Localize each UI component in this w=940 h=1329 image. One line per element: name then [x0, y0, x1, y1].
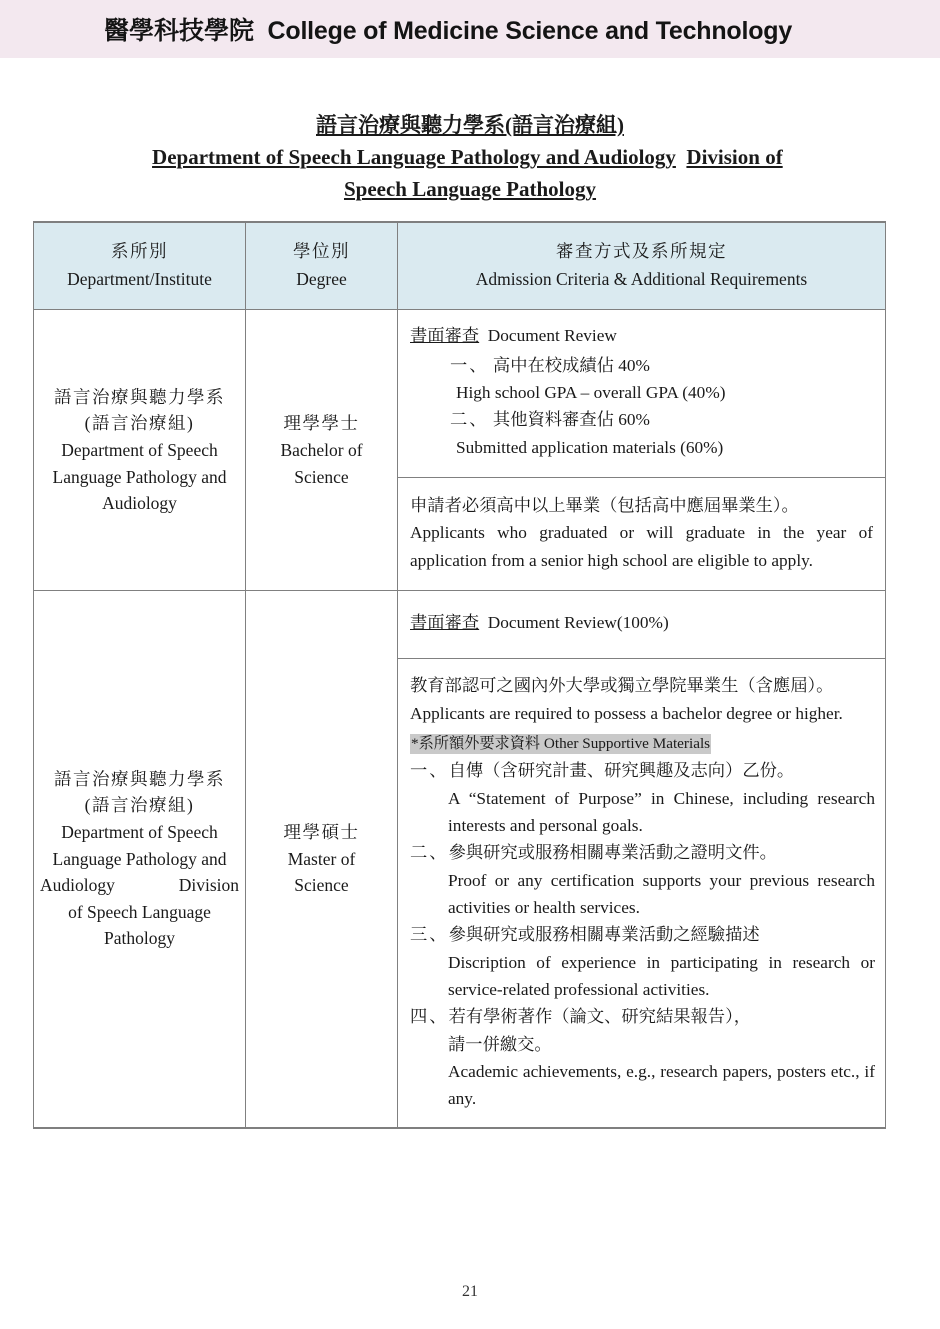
banner-title-zh: 醫學科技學院 — [104, 18, 255, 45]
row-2-dept-en-2: Language Pathology and — [52, 848, 227, 869]
admission-criteria-table — [33, 221, 886, 1129]
row-1-degree-cell — [246, 310, 398, 591]
row-2-item-1-en: A “Statement of Purpose” in Chinese, including research interests and personal goals. — [448, 788, 875, 835]
row-2-document-review-block — [398, 591, 885, 658]
banner-title — [104, 11, 792, 47]
row-1-dept-en-1: Department of Speech — [61, 439, 218, 460]
row-2-review-label — [410, 609, 875, 636]
college-banner — [0, 0, 940, 58]
row-1-review-label — [410, 322, 875, 349]
page-title-line-zh: 語言治療與聽力學系(語言治療組) — [316, 113, 624, 137]
row-1-dept-en-3: Audiology — [102, 493, 177, 514]
row-2-dept-en-3: Audiology Division — [40, 875, 239, 896]
page-title-line-en-2: Speech Language Pathology — [343, 176, 597, 201]
row-1-item-1-index: 一、 — [450, 355, 489, 375]
header-criteria-en: Admission Criteria & Additional Requirements — [475, 269, 808, 290]
page-content — [0, 110, 940, 1129]
row-2-degree-en-1: Master of — [287, 848, 356, 869]
row-2-item-1-zh: 自傳（含研究計畫、研究興趣及志向）乙份。 — [448, 761, 795, 781]
row-2-degree-zh: 理學碩士 — [283, 821, 360, 842]
row-2-criteria-cell — [398, 591, 886, 1128]
row-1-eligibility-block — [398, 477, 885, 590]
header-degree-en: Degree — [296, 269, 347, 290]
row-2-requirements-block — [398, 658, 885, 1126]
table-body — [34, 310, 886, 1128]
header-cell-degree — [246, 222, 398, 310]
table-row — [34, 310, 886, 591]
row-2-item-4-zh: 若有學術著作（論文、研究結果報告）， — [448, 1007, 751, 1027]
row-1-degree-zh: 理學學士 — [283, 413, 360, 434]
header-department-en: Department/Institute — [67, 269, 212, 290]
other-supportive-materials-highlight: *系所額外要求資料 Other Supportive Materials — [410, 734, 711, 754]
list-item — [410, 757, 875, 839]
row-1-item-1-en: High school GPA – overall GPA (40%) — [456, 383, 726, 403]
header-department-zh: 系所別 — [111, 240, 168, 261]
table-header-row — [34, 222, 886, 310]
row-2-item-3-index: 三、 — [410, 925, 449, 945]
row-2-dept-en-1: Department of Speech — [61, 821, 218, 842]
list-item — [410, 1003, 875, 1112]
row-1-dept-zh-2: (語言治療組) — [84, 413, 195, 434]
row-1-document-review-block — [398, 310, 885, 477]
row-2-highlight-line — [410, 729, 875, 756]
row-2-review-en: Document Review(100%) — [487, 613, 669, 633]
row-2-item-3-en: Discription of experience in participating in research or service-related professional activities. — [448, 952, 875, 999]
row-2-requirement-zh: 教育部認可之國內外大學或獨立學院畢業生（含應屆）。 — [410, 676, 834, 696]
row-2-dept-zh-1: 語言治療與聽力學系 — [54, 768, 225, 789]
row-2-dept-en-4: of Speech Language — [68, 901, 211, 922]
row-1-criteria-list — [410, 352, 875, 461]
row-2-item-2-index: 二、 — [410, 843, 449, 863]
row-2-degree-cell — [246, 591, 398, 1128]
row-1-item-1-zh: 高中在校成績佔 40% — [492, 355, 650, 375]
header-cell-department — [34, 222, 246, 310]
row-1-dept-en-2: Language Pathology and — [52, 466, 227, 487]
page-title-line-en-1: Department of Speech Language Pathology and Audiology Division of — [152, 144, 783, 169]
row-2-item-3-zh: 參與研究或服務相關專業活動之經驗描述 — [448, 925, 760, 945]
row-1-degree-en-1: Bachelor of — [280, 439, 363, 460]
list-item — [410, 921, 875, 1003]
row-1-review-zh: 書面審查 — [410, 326, 480, 346]
row-1-item-2-index: 二、 — [450, 410, 489, 430]
row-2-dept-en-5: Pathology — [104, 928, 175, 949]
row-1-dept-zh-1: 語言治療與聽力學系 — [54, 386, 225, 407]
row-2-item-2-en: Proof or any certification supports your previous research activities or health services. — [448, 870, 875, 917]
row-2-item-1-index: 一、 — [410, 761, 449, 781]
table-header — [34, 222, 886, 310]
row-1-eligibility-en: Applicants who graduated or will graduate in the year of application from a senior high school are eligible to apply. — [410, 523, 873, 570]
table-row — [34, 591, 886, 1128]
banner-title-en: College of Medicine Science and Technology — [267, 17, 793, 45]
row-1-eligibility-zh: 申請者必須高中以上畢業（包括高中應屆畢業生）。 — [410, 496, 799, 516]
row-2-degree-en-2: Science — [294, 875, 349, 896]
row-1-item-2-en: Submitted application materials (60%) — [456, 437, 724, 457]
row-2-department-cell — [34, 591, 246, 1128]
header-cell-criteria — [398, 222, 886, 310]
list-item — [410, 352, 875, 407]
row-1-degree-en-2: Science — [294, 466, 349, 487]
row-1-criteria-cell — [398, 310, 886, 591]
list-item — [410, 406, 875, 461]
row-2-review-zh: 書面審查 — [410, 613, 480, 633]
row-1-department-cell — [34, 310, 246, 591]
row-2-item-4-zh-2: 請一併繳交。 — [448, 1034, 552, 1054]
row-2-item-2-zh: 參與研究或服務相關專業活動之證明文件。 — [448, 843, 777, 863]
header-degree-zh: 學位別 — [293, 240, 350, 261]
row-2-requirements-list — [410, 757, 875, 1112]
row-2-item-4-en: Academic achievements, e.g., research papers, posters etc., if any. — [448, 1061, 875, 1109]
row-2-dept-zh-2: (語言治療組) — [84, 795, 195, 816]
row-2-item-4-index: 四、 — [410, 1007, 449, 1027]
page-number: 21 — [462, 1283, 478, 1300]
page-title — [33, 110, 907, 206]
list-item — [410, 839, 875, 921]
row-1-review-en: Document Review — [487, 326, 617, 346]
header-criteria-zh: 審查方式及系所規定 — [556, 240, 727, 261]
row-2-requirement-en: Applicants are required to possess a bachelor degree or higher. — [410, 703, 843, 723]
row-1-item-2-zh: 其他資料審查佔 60% — [492, 410, 650, 430]
